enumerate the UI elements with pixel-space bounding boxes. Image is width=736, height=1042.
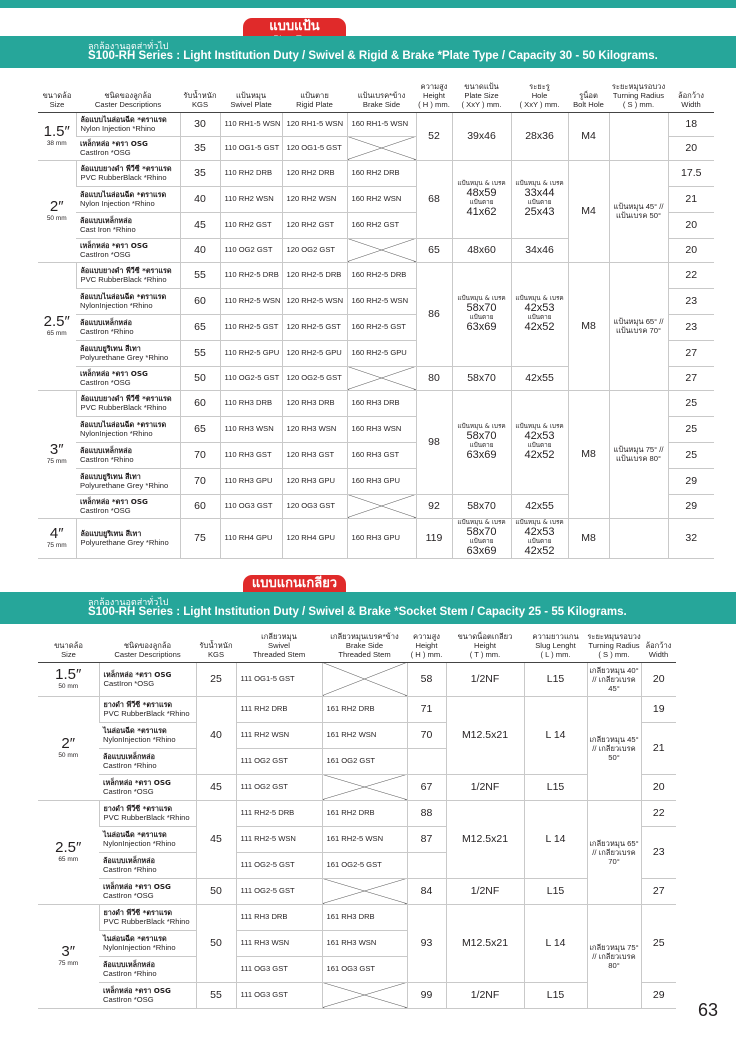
section-title: S100-RH Series : Light Institution Duty / Swivel & Rigid & Brake *Plate Type / Capacity 30 - 50 Kilograms. xyxy=(88,50,658,62)
caster-description: ล้อแบบยางดำ พีวีซี *ตราแรด PVC RubberBlack *Rhino xyxy=(76,390,180,416)
hole-value: 28x36 xyxy=(511,112,568,160)
rigid-code: 120 RH3 DRB xyxy=(282,390,347,416)
header-hole: ระยะรู Hole ( XxY ) mm. xyxy=(519,81,560,109)
nut-size-value: 1/2NF xyxy=(446,878,524,904)
width-value: 29 xyxy=(668,494,714,518)
height-value: 92 xyxy=(416,494,452,518)
turning-radius-value: เกลียวหมุน 65° // เกลียวเบรค 70° xyxy=(587,800,641,904)
width-value: 29 xyxy=(668,468,714,494)
rigid-code: 120 RH2-5 WSN xyxy=(282,288,347,314)
width-value: 25 xyxy=(641,904,676,982)
kgs-value: 55 xyxy=(196,982,236,1008)
swivel-code: 110 RH3 GST xyxy=(220,442,282,468)
brake-stem-code: 161 RH2 WSN xyxy=(322,722,407,748)
turning-radius-value: แป้นหมุน 75° // แป้นเบรค 80° xyxy=(609,390,668,518)
width-value: 23 xyxy=(668,288,714,314)
threaded-stem-table xyxy=(38,628,676,1009)
header-brake-side: แป้นเบรค*ข้าง Brake Side xyxy=(357,90,406,109)
not-available-cross xyxy=(322,774,407,800)
binding-mark xyxy=(0,462,4,518)
hole-cell: แป้นหมุน & เบรค 42x53 แป้นตาย 42x52 xyxy=(511,262,568,366)
caster-description: เหล็กหล่อ *ตรา OSG CastIron *OSG xyxy=(99,982,196,1008)
caster-description: ล้อแบบเหล็กหล่อ CastIron *Rhino xyxy=(76,442,180,468)
height-value: 84 xyxy=(407,878,446,904)
not-available-cross xyxy=(347,366,416,390)
height-value: 65 xyxy=(416,238,452,262)
caster-description: ล้อแบบยางดำ พีวีซี *ตราแรด PVC RubberBlack *Rhino xyxy=(76,262,180,288)
height-empty xyxy=(407,852,446,878)
caster-description: ล้อแบบเหล็กหล่อ Cast Iron *Rhino xyxy=(76,212,180,238)
brake-stem-code: 161 RH3 WSN xyxy=(322,930,407,956)
width-value: 25 xyxy=(668,416,714,442)
not-available-cross xyxy=(347,136,416,160)
not-available-cross xyxy=(347,494,416,518)
width-value: 20 xyxy=(641,774,676,800)
header-swivel-plate: แป้นหมุน Swivel Plate xyxy=(230,90,272,109)
header-height: ความสูง Height ( H ) mm. xyxy=(410,631,443,659)
swivel-code: 110 RH2-5 WSN xyxy=(220,288,282,314)
slug-length-value: L15 xyxy=(524,982,587,1008)
kgs-value: 35 xyxy=(180,136,220,160)
width-value: 27 xyxy=(668,340,714,366)
bolt-hole-value: M8 xyxy=(568,518,609,558)
turning-radius-value: เกลียวหมุน 45° // เกลียวเบรค 50° xyxy=(587,696,641,800)
height-value: 71 xyxy=(407,696,446,722)
nut-size-value: 1/2NF xyxy=(446,982,524,1008)
rigid-code: 120 RH3 GPU xyxy=(282,468,347,494)
hole-cell: แป้นหมุน & เบรค 42x53 แป้นตาย 42x52 xyxy=(511,390,568,494)
caster-description: เหล็กหล่อ *ตรา OSG CastIron *OSG xyxy=(99,774,196,800)
turning-radius-value: เกลียวหมุน 75° // เกลียวเบรค 80° xyxy=(587,904,641,1008)
caster-description: ล้อแบบไนล่อนฉีด *ตราแรด NylonInjection *Rhino xyxy=(76,288,180,314)
page-number: 63 xyxy=(697,1000,718,1020)
size-cell: 1.5″ 50 mm xyxy=(38,662,99,696)
brake-code: 160 RH2 WSN xyxy=(347,186,416,212)
kgs-value: 45 xyxy=(180,212,220,238)
hole-cell: แป้นหมุน & เบรค 33x44 แป้นตาย 25x43 xyxy=(511,160,568,238)
width-value: 18 xyxy=(668,112,714,136)
hole-value: 34x46 xyxy=(511,238,568,262)
header-nut-size: ขนาดน็อตเกลียว Height ( T ) mm. xyxy=(457,631,513,659)
swivel-stem-code: 111 RH2 DRB xyxy=(236,696,322,722)
table-row xyxy=(38,262,714,288)
size-cell: 2.5″ 65 mm xyxy=(38,800,99,904)
nut-size-value: M12.5x21 xyxy=(446,696,524,774)
rigid-code: 120 RH2-5 GST xyxy=(282,314,347,340)
brake-stem-code: 161 OG3 GST xyxy=(322,956,407,982)
table-row xyxy=(38,518,714,558)
height-value: 86 xyxy=(416,262,452,366)
caster-description: ล้อแบบเหล็กหล่อ CastIron *Rhino xyxy=(99,852,196,878)
swivel-code: 110 RH2-5 GST xyxy=(220,314,282,340)
swivel-stem-code: 111 RH2-5 DRB xyxy=(236,800,322,826)
section-subtitle: ลูกล้องานอุตส่าทั่วไป xyxy=(88,41,169,51)
plate-size-cell: แป้นหมุน & เบรค 58x70 แป้นตาย 63x69 xyxy=(452,390,511,494)
nut-size-value: 1/2NF xyxy=(446,662,524,696)
header-plate-size: ขนาดแป้น Plate Size ( XxY ) mm. xyxy=(461,81,502,109)
height-value: 68 xyxy=(416,160,452,238)
plate-size-cell: แป้นหมุน & เบรค 58x70 แป้นตาย 63x69 xyxy=(452,262,511,366)
caster-description: ยางดำ พีวีซี *ตราแรด PVC RubberBlack *Rhino xyxy=(99,800,196,826)
not-available-cross xyxy=(322,878,407,904)
swivel-stem-code: 111 OG3 GST xyxy=(236,982,322,1008)
kgs-value: 40 xyxy=(180,238,220,262)
header-turning-radius: ระยะหมุนรอบวง Turning Radius ( S ) mm. xyxy=(611,81,666,109)
rigid-code: 120 OG2-5 GST xyxy=(282,366,347,390)
height-value: 99 xyxy=(407,982,446,1008)
plate-size-value: 58x70 xyxy=(452,366,511,390)
width-value: 19 xyxy=(641,696,676,722)
swivel-code: 110 OG3 GST xyxy=(220,494,282,518)
slug-length-value: L15 xyxy=(524,774,587,800)
plate-size-value: 48x60 xyxy=(452,238,511,262)
brake-code: 160 RH2-5 GST xyxy=(347,314,416,340)
header-bolt-hole: รูน็อต Bolt Hole xyxy=(573,90,604,109)
caster-description: ล้อแบบยูริเทน สีเทา Polyurethane Grey *Rhino xyxy=(76,468,180,494)
swivel-code: 110 RH2 DRB xyxy=(220,160,282,186)
swivel-stem-code: 111 OG2-5 GST xyxy=(236,878,322,904)
swivel-code: 110 RH3 GPU xyxy=(220,468,282,494)
table-row xyxy=(38,160,714,186)
header-width: ล้อกว้าง Width xyxy=(677,90,705,109)
table-row xyxy=(38,774,676,800)
plate-size-value: 58x70 xyxy=(452,494,511,518)
kgs-value: 50 xyxy=(180,366,220,390)
kgs-value: 65 xyxy=(180,314,220,340)
width-value: 32 xyxy=(668,518,714,558)
header-turning-radius: ระยะหมุนรอบวง Turning Radius ( S ) mm. xyxy=(587,631,641,659)
table-row xyxy=(38,696,676,722)
brake-code: 160 RH2-5 WSN xyxy=(347,288,416,314)
brake-code: 160 RH2-5 GPU xyxy=(347,340,416,366)
caster-description: เหล็กหล่อ *ตรา OSG CastIron *OSG xyxy=(76,136,180,160)
header-height: ความสูง Height ( H ) mm. xyxy=(418,81,450,109)
rigid-code: 120 RH2 DRB xyxy=(282,160,347,186)
width-value: 22 xyxy=(668,262,714,288)
header-brake-stem: เกลียวหมุนเบรค*ข้าง Brake Side Threaded Stem xyxy=(330,631,399,659)
section-title-band xyxy=(0,36,736,68)
width-value: 25 xyxy=(668,442,714,468)
kgs-value: 55 xyxy=(180,262,220,288)
rigid-code: 120 OG2 GST xyxy=(282,238,347,262)
tab-title-thai: แบบแป้น xyxy=(269,19,320,34)
size-cell: 2.5″ 65 mm xyxy=(38,262,76,390)
section-subtitle: ลูกล้องานอุตส่าทั่วไป xyxy=(88,597,169,607)
table-row xyxy=(38,878,676,904)
kgs-value: 40 xyxy=(180,186,220,212)
kgs-value: 30 xyxy=(180,112,220,136)
swivel-stem-code: 111 OG2 GST xyxy=(236,748,322,774)
header-slug-length: ความยาวแกน Slug Lenght ( L ) mm. xyxy=(532,631,579,659)
table-header-row xyxy=(38,628,676,662)
brake-stem-code: 161 RH2 DRB xyxy=(322,800,407,826)
width-value: 27 xyxy=(668,366,714,390)
rigid-code: 120 RH2-5 GPU xyxy=(282,340,347,366)
section-title: S100-RH Series : Light Institution Duty / Swivel & Brake *Socket Stem / Capacity 25 - 55 Kilograms. xyxy=(88,606,627,618)
size-cell: 2″ 50 mm xyxy=(38,696,99,800)
brake-code: 160 RH2 GST xyxy=(347,212,416,238)
brake-code: 160 RH2-5 DRB xyxy=(347,262,416,288)
height-value: 93 xyxy=(407,904,446,982)
height-value: 88 xyxy=(407,800,446,826)
turning-radius-cell xyxy=(609,112,668,160)
kgs-value: 65 xyxy=(180,416,220,442)
kgs-value: 70 xyxy=(180,468,220,494)
swivel-code: 110 RH2 WSN xyxy=(220,186,282,212)
rigid-code: 120 RH1-5 WSN xyxy=(282,112,347,136)
caster-description: ล้อแบบเหล็กหล่อ CastIron *Rhino xyxy=(76,314,180,340)
size-cell: 2″ 50 mm xyxy=(38,160,76,262)
rigid-code: 120 OG1-5 GST xyxy=(282,136,347,160)
nut-size-value: M12.5x21 xyxy=(446,800,524,878)
table-row xyxy=(38,112,714,136)
width-value: 22 xyxy=(641,800,676,826)
brake-code: 160 RH2 DRB xyxy=(347,160,416,186)
size-cell: 4″ 75 mm xyxy=(38,518,76,558)
kgs-value: 60 xyxy=(180,288,220,314)
header-descriptions: ชนิดของลูกล้อ Caster Descriptions xyxy=(94,90,162,109)
swivel-stem-code: 111 OG3 GST xyxy=(236,956,322,982)
brake-code: 160 RH3 GST xyxy=(347,442,416,468)
height-value: 67 xyxy=(407,774,446,800)
rigid-code: 120 RH3 GST xyxy=(282,442,347,468)
brake-stem-code: 161 OG2-5 GST xyxy=(322,852,407,878)
caster-description: เหล็กหล่อ *ตรา OSG CastIron *OSG xyxy=(99,662,196,696)
rigid-code: 120 RH2 GST xyxy=(282,212,347,238)
width-value: 27 xyxy=(641,878,676,904)
width-value: 29 xyxy=(641,982,676,1008)
caster-description: เหล็กหล่อ *ตรา OSG CastIron *OSG xyxy=(76,366,180,390)
width-value: 20 xyxy=(641,662,676,696)
header-width: ล้อกว้าง Width xyxy=(645,640,672,659)
swivel-stem-code: 111 OG2 GST xyxy=(236,774,322,800)
swivel-code: 110 OG2-5 GST xyxy=(220,366,282,390)
caster-description: ล้อแบบไนล่อนฉีด *ตราแรด NylonInjection *Rhino xyxy=(76,416,180,442)
nut-size-value: M12.5x21 xyxy=(446,904,524,982)
kgs-value: 45 xyxy=(196,800,236,878)
caster-description: เหล็กหล่อ *ตรา OSG CastIron *OSG xyxy=(76,494,180,518)
kgs-value: 75 xyxy=(180,518,220,558)
brake-code: 160 RH3 GPU xyxy=(347,468,416,494)
width-value: 17.5 xyxy=(668,160,714,186)
caster-description: ล้อแบบไนล่อนฉีด *ตราแรด Nylon Injection *Rhino xyxy=(76,186,180,212)
swivel-stem-code: 111 OG1-5 GST xyxy=(236,662,322,696)
swivel-code: 110 RH2-5 GPU xyxy=(220,340,282,366)
size-cell: 1.5″ 38 mm xyxy=(38,112,76,160)
slug-length-value: L15 xyxy=(524,662,587,696)
caster-description: ยางดำ พีวีซี *ตราแรด PVC RubberBlack *Rhino xyxy=(99,904,196,930)
kgs-value: 45 xyxy=(196,774,236,800)
height-value: 98 xyxy=(416,390,452,494)
kgs-value: 70 xyxy=(180,442,220,468)
caster-description: ล้อแบบยูริเทน สีเทา Polyurethane Grey *Rhino xyxy=(76,340,180,366)
kgs-value: 55 xyxy=(180,340,220,366)
table-row xyxy=(38,800,676,826)
slug-length-value: L 14 xyxy=(524,800,587,878)
caster-description: ไนล่อนฉีด *ตราแรด NylonInjection *Rhino xyxy=(99,722,196,748)
swivel-code: 110 OG2 GST xyxy=(220,238,282,262)
swivel-code: 110 OG1-5 GST xyxy=(220,136,282,160)
width-value: 20 xyxy=(668,136,714,160)
height-value: 70 xyxy=(407,722,446,748)
width-value: 20 xyxy=(668,212,714,238)
caster-description: ล้อแบบไนล่อนฉีด *ตราแรด Nylon Injection *Rhino xyxy=(76,112,180,136)
turning-radius-value: แป้นหมุน 65° // แป้นเบรค 70° xyxy=(609,262,668,390)
table-row xyxy=(38,662,676,696)
header-swivel-stem: เกลียวหมุน Swivel Threaded Stem xyxy=(252,631,306,659)
rigid-code: 120 RH4 GPU xyxy=(282,518,347,558)
rigid-code: 120 RH2-5 DRB xyxy=(282,262,347,288)
brake-code: 160 RH3 GPU xyxy=(347,518,416,558)
caster-description: ล้อแบบเหล็กหล่อ CastIron *Rhino xyxy=(99,956,196,982)
table-row xyxy=(38,904,676,930)
swivel-stem-code: 111 RH2 WSN xyxy=(236,722,322,748)
slug-length-value: L 14 xyxy=(524,696,587,774)
height-value: 52 xyxy=(416,112,452,160)
bolt-hole-value: M8 xyxy=(568,390,609,518)
rigid-code: 120 OG3 GST xyxy=(282,494,347,518)
top-accent-bar xyxy=(0,0,736,8)
binding-mark xyxy=(0,733,4,789)
section-title-band xyxy=(0,592,736,624)
swivel-code: 110 RH3 WSN xyxy=(220,416,282,442)
swivel-code: 110 RH2-5 DRB xyxy=(220,262,282,288)
kgs-value: 60 xyxy=(180,494,220,518)
turning-radius-cell xyxy=(609,518,668,558)
header-rigid-plate: แป้นตาย Rigid Plate xyxy=(296,90,333,109)
width-value: 21 xyxy=(668,186,714,212)
hole-value: 42x55 xyxy=(511,494,568,518)
caster-description: ยางดำ พีวีซี *ตราแรด PVC RubberBlack *Rhino xyxy=(99,696,196,722)
kgs-value: 50 xyxy=(196,904,236,982)
rigid-code: 120 RH2 WSN xyxy=(282,186,347,212)
swivel-stem-code: 111 OG2-5 GST xyxy=(236,852,322,878)
plate-size-cell: แป้นหมุน & เบรค 58x70 แป้นตาย 63x69 xyxy=(452,518,511,558)
hole-value: 42x55 xyxy=(511,366,568,390)
plate-type-table xyxy=(38,76,714,559)
width-value: 25 xyxy=(668,390,714,416)
header-kgs: รับน้ำหนัก KGS xyxy=(183,90,217,109)
caster-description: ล้อแบบยูริเทน สีเทา Polyurethane Grey *Rhino xyxy=(76,518,180,558)
brake-stem-code: 161 RH3 DRB xyxy=(322,904,407,930)
kgs-value: 40 xyxy=(196,696,236,774)
brake-code: 160 RH3 DRB xyxy=(347,390,416,416)
swivel-stem-code: 111 RH3 DRB xyxy=(236,904,322,930)
caster-description: เหล็กหล่อ *ตรา OSG CastIron *OSG xyxy=(99,878,196,904)
tab-title-thai: แบบแกนเกลียว xyxy=(251,576,338,591)
swivel-code: 110 RH2 GST xyxy=(220,212,282,238)
swivel-code: 110 RH3 DRB xyxy=(220,390,282,416)
bolt-hole-value: M4 xyxy=(568,112,609,160)
width-value: 23 xyxy=(668,314,714,340)
width-value: 23 xyxy=(641,826,676,878)
kgs-value: 25 xyxy=(196,662,236,696)
height-empty xyxy=(407,748,446,774)
caster-description: ล้อแบบเหล็กหล่อ CastIron *Rhino xyxy=(99,748,196,774)
height-value: 87 xyxy=(407,826,446,852)
caster-description: ล้อแบบยางดำ พีวีซี *ตราแรด PVC RubberBlack *Rhino xyxy=(76,160,180,186)
swivel-stem-code: 111 RH3 WSN xyxy=(236,930,322,956)
size-cell: 3″ 75 mm xyxy=(38,390,76,518)
kgs-value: 35 xyxy=(180,160,220,186)
height-value: 119 xyxy=(416,518,452,558)
table-row xyxy=(38,390,714,416)
turning-radius-value: แป้นหมุน 45° // แป้นเบรค 50° xyxy=(609,160,668,262)
header-size: ขนาดล้อ Size xyxy=(42,90,72,109)
brake-stem-code: 161 RH2 DRB xyxy=(322,696,407,722)
caster-description: ไนล่อนฉีด *ตราแรด NylonInjection *Rhino xyxy=(99,826,196,852)
not-available-cross xyxy=(322,982,407,1008)
caster-description: ไนล่อนฉีด *ตราแรด NylonInjection *Rhino xyxy=(99,930,196,956)
hole-cell: แป้นหมุน & เบรค 42x53 แป้นตาย 42x52 xyxy=(511,518,568,558)
width-value: 20 xyxy=(668,238,714,262)
size-cell: 3″ 75 mm xyxy=(38,904,99,1008)
swivel-code: 110 RH1-5 WSN xyxy=(220,112,282,136)
brake-stem-code: 161 OG2 GST xyxy=(322,748,407,774)
header-descriptions: ชนิดของลูกล้อ Caster Descriptions xyxy=(114,640,181,659)
turning-radius-value: เกลียวหมุน 40° // เกลียวเบรค 45° xyxy=(587,662,641,696)
brake-code: 160 RH3 WSN xyxy=(347,416,416,442)
not-available-cross xyxy=(322,662,407,696)
rigid-code: 120 RH3 WSN xyxy=(282,416,347,442)
header-kgs: รับน้ำหนัก KGS xyxy=(199,640,233,659)
bolt-hole-value: M8 xyxy=(568,262,609,390)
table-header-row xyxy=(38,76,714,112)
slug-length-value: L 14 xyxy=(524,904,587,982)
not-available-cross xyxy=(347,238,416,262)
kgs-value: 60 xyxy=(180,390,220,416)
brake-stem-code: 161 RH2-5 WSN xyxy=(322,826,407,852)
height-value: 58 xyxy=(407,662,446,696)
brake-code: 160 RH1-5 WSN xyxy=(347,112,416,136)
width-value: 21 xyxy=(641,722,676,774)
plate-size-value: 39x46 xyxy=(452,112,511,160)
plate-size-cell: แป้นหมุน & เบรค 48x59 แป้นตาย 41x62 xyxy=(452,160,511,238)
nut-size-value: 1/2NF xyxy=(446,774,524,800)
kgs-value: 50 xyxy=(196,878,236,904)
caster-description: เหล็กหล่อ *ตรา OSG CastIron *OSG xyxy=(76,238,180,262)
table-row xyxy=(38,982,676,1008)
swivel-stem-code: 111 RH2-5 WSN xyxy=(236,826,322,852)
slug-length-value: L15 xyxy=(524,878,587,904)
header-size: ขนาดล้อ Size xyxy=(54,640,83,659)
bolt-hole-value: M4 xyxy=(568,160,609,262)
height-value: 80 xyxy=(416,366,452,390)
swivel-code: 110 RH4 GPU xyxy=(220,518,282,558)
